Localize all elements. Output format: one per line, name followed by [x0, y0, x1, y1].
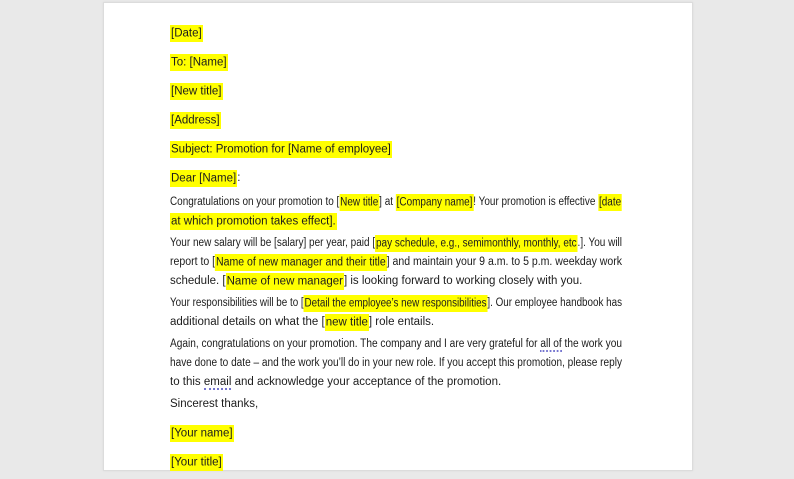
placeholder-highlight: New title — [339, 194, 379, 211]
placeholder-highlight: at which promotion takes effect]. — [170, 213, 337, 230]
letter-line-text — [170, 453, 223, 472]
your-name-line — [170, 424, 672, 443]
letter-line — [170, 395, 672, 414]
text-run: and acknowledge your acceptance of the promotion. — [231, 376, 502, 388]
letter-line — [170, 53, 672, 72]
letter-line-text — [170, 313, 434, 332]
paragraph-responsibilities — [170, 294, 672, 332]
text-run: ] at — [379, 196, 396, 208]
placeholder-highlight: Subject: Promotion for [Name of employee] — [170, 141, 392, 158]
text-run: report to [ — [170, 256, 216, 268]
letter-line-text — [170, 111, 221, 130]
grammar-check-word: all of — [540, 338, 562, 350]
placeholder-highlight: [Address] — [170, 112, 221, 129]
placeholder-highlight: [Company name] — [396, 194, 474, 211]
letter-line — [170, 169, 672, 188]
letter-line — [170, 140, 672, 159]
letter-line — [170, 193, 672, 212]
letter-line — [170, 373, 672, 392]
letter-line-text — [170, 335, 622, 354]
letter-line — [170, 111, 672, 130]
text-run: have done to date – and the work you’ll do in your new role. If you accept this promotion, please reply — [170, 357, 622, 369]
placeholder-highlight: [New title] — [170, 83, 223, 100]
letter-line — [170, 82, 672, 101]
letter-line-text — [170, 272, 582, 291]
letter-line-text — [170, 253, 622, 272]
text-run: Sincerest thanks, — [170, 398, 259, 410]
text-run: additional details on what the [ — [170, 316, 325, 328]
letter-content — [170, 24, 672, 472]
letter-line-text — [170, 169, 240, 188]
letter-line-text — [170, 212, 337, 231]
text-run: Your new salary will be [salary] per year, paid [ — [170, 237, 376, 249]
to-line — [170, 53, 672, 72]
address-line — [170, 111, 672, 130]
paragraph-closing — [170, 335, 672, 392]
letter-line-text — [170, 24, 203, 43]
placeholder-highlight: Name of new manager and their title — [215, 254, 387, 271]
letter-line-text — [170, 395, 258, 414]
text-run: to this — [170, 376, 204, 388]
letter-line — [170, 424, 672, 443]
text-run: schedule. [ — [170, 275, 226, 287]
your-title-line — [170, 453, 672, 472]
text-run: ] role entails. — [368, 316, 435, 328]
letter-line-text — [170, 234, 622, 253]
text-run: Again, congratulations on your promotion. The company and I are very grateful for — [170, 338, 541, 350]
letter-line-text — [170, 193, 622, 212]
letter-line — [170, 234, 672, 253]
new-title-line — [170, 82, 672, 101]
text-run: ] is looking forward to working closely with you. — [343, 275, 583, 287]
letter-line-text — [170, 424, 234, 443]
placeholder-highlight: new title — [325, 314, 369, 331]
letter-line-text — [170, 373, 501, 392]
letter-line — [170, 253, 672, 272]
letter-line — [170, 272, 672, 291]
letter-line-text — [170, 140, 392, 159]
placeholder-highlight: To: [Name] — [170, 54, 228, 71]
salutation-line — [170, 169, 672, 188]
subject-line — [170, 140, 672, 159]
placeholder-highlight: [Your name] — [170, 425, 234, 442]
placeholder-highlight: Name of new manager — [226, 273, 344, 290]
grammar-check-word: email — [203, 376, 232, 388]
letter-line — [170, 212, 672, 231]
placeholder-highlight: Detail the employee’s new responsibilities — [304, 295, 488, 312]
letter-line — [170, 354, 672, 373]
letter-line — [170, 294, 672, 313]
paragraph-congratulations — [170, 193, 672, 231]
letter-line-text — [170, 53, 228, 72]
letter-line-text — [170, 294, 622, 313]
signoff-line — [170, 395, 672, 414]
letter-line — [170, 313, 672, 332]
letter-line — [170, 335, 672, 354]
placeholder-highlight: Dear [Name] — [170, 170, 237, 187]
letter-line-text — [170, 82, 223, 101]
text-run: ]. Our employee handbook has — [487, 297, 622, 309]
text-run: ! Your promotion is effective — [473, 196, 599, 208]
placeholder-highlight: [date — [598, 194, 622, 211]
letter-line-text — [170, 354, 622, 373]
text-run: the work you — [561, 338, 622, 350]
placeholder-highlight: [Your title] — [170, 454, 223, 471]
placeholder-highlight: pay schedule, e.g., semimonthly, monthly, etc — [375, 235, 577, 252]
text-run: .]. You will — [577, 237, 622, 249]
placeholder-highlight: [Date] — [170, 25, 203, 42]
letter-line — [170, 453, 672, 472]
paragraph-salary — [170, 234, 672, 291]
text-run: ] and maintain your 9 a.m. to 5 p.m. weekday work — [386, 256, 622, 268]
text-run: : — [237, 172, 241, 184]
letter-line — [170, 24, 672, 43]
date-line — [170, 24, 672, 43]
text-run: Your responsibilities will be to [ — [170, 297, 304, 309]
document-page — [103, 2, 693, 471]
text-run: Congratulations on your promotion to [ — [170, 196, 340, 208]
